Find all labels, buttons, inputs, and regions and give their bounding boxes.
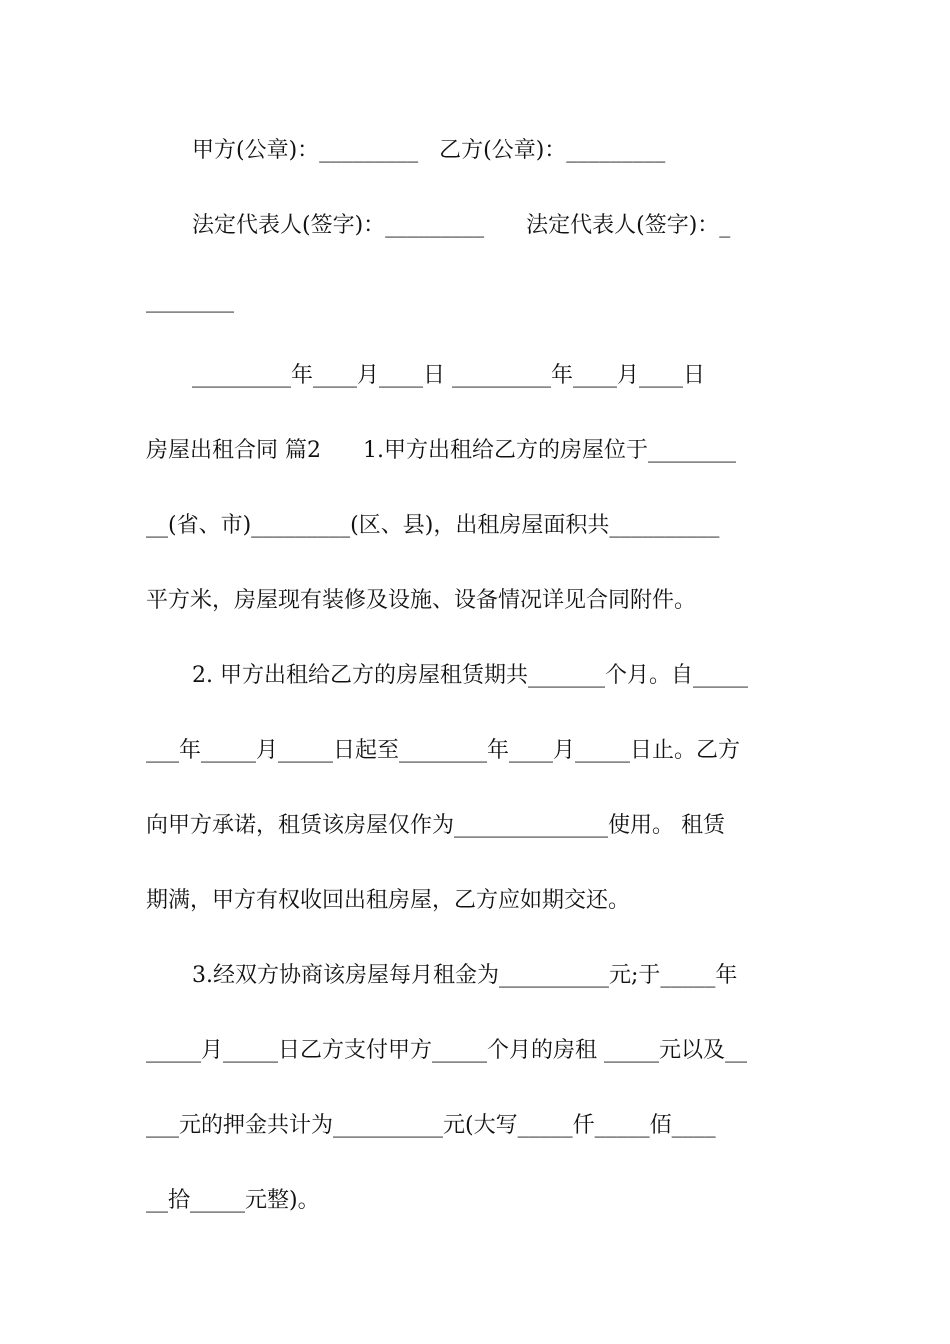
clause-3-line-2: _____月_____日乙方支付甲方_____个月的房租 _____元以及__ [146,1038,747,1063]
clause-3-line-4: __拾_____元整)。 [146,1188,320,1213]
date-line: _________年____月____日 _________年____月____日 [192,363,705,388]
clause-3-line-3: ___元的押金共计为__________元(大写_____仟_____佰____ [146,1113,716,1138]
clause-3-line-1: 3.经双方协商该房屋每月租金为__________元;于_____年 [192,963,738,988]
clause-2-line-4: 期满，甲方有权收回出租房屋，乙方应如期交还。 [146,888,631,913]
signature-party-a-b-line: 甲方(公章)：_________ 乙方(公章)：_________ [192,138,666,163]
clause-1-line-2: __(省、市)_________(区、县)，出租房屋面积共__________ [146,513,720,538]
clause-1-line-3: 平方米，房屋现有装修及设施、设备情况详见合同附件。 [146,588,697,613]
clause-2-line-1: 2. 甲方出租给乙方的房屋租赁期共_______个月。自_____ [192,663,748,688]
contract-title-and-clause-1: 房屋出租合同 篇2 1.甲方出租给乙方的房屋位于________ [146,438,736,463]
clause-2-line-3: 向甲方承诺，租赁该房屋仅作为______________使用。 租赁 [146,813,725,838]
legal-representative-line: 法定代表人(签字)：_________ 法定代表人(签字)：_ [192,213,731,238]
clause-2-line-2: ___年_____月_____日起至________年____月_____日止。乙方 [146,738,741,763]
legal-representative-continuation: ________ [146,288,234,313]
